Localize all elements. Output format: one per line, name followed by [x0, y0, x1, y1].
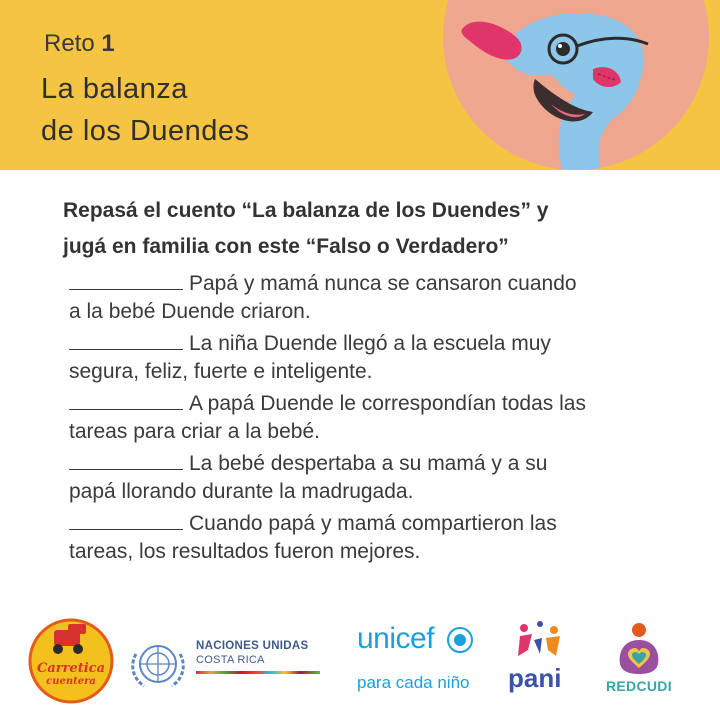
unicef-name: unicef — [357, 622, 435, 655]
statement-5-line-1: Cuando papá y mamá compartieron las — [189, 512, 557, 535]
answer-blank-4[interactable] — [69, 450, 183, 470]
sdg-color-bar — [196, 671, 320, 674]
answer-blank-2[interactable] — [69, 330, 183, 350]
answer-blank-5[interactable] — [69, 510, 183, 530]
redcudi-heart-icon — [614, 620, 664, 676]
unicef-tagline: para cada niño — [357, 673, 470, 692]
instructions — [63, 193, 683, 265]
mascot-illustration — [443, 0, 709, 170]
statement-1 — [69, 270, 689, 326]
answer-blank-3[interactable] — [69, 390, 183, 410]
unicef-emblem — [446, 626, 474, 654]
statement-1-line-2: a la bebé Duende criaron. — [69, 300, 311, 323]
carretica-line-1: Carretica — [36, 661, 106, 676]
statement-2-line-1: La niña Duende llegó a la escuela muy — [189, 332, 551, 355]
statement-3-line-2: tareas para criar a la bebé. — [69, 420, 320, 443]
un-emblem — [126, 634, 190, 694]
statement-4 — [69, 450, 689, 506]
un-country: COSTA RICA — [196, 654, 265, 666]
title-line-2: de los Duendes — [41, 115, 250, 147]
un-globe-icon — [126, 634, 190, 694]
carretica-logo-icon — [28, 618, 114, 704]
answer-blank-1[interactable] — [69, 270, 183, 290]
statement-5 — [69, 510, 689, 566]
statement-4-line-1: La bebé despertaba a su mamá y a su — [189, 452, 548, 475]
carretica-cuentera-logo — [28, 618, 114, 704]
pani-figures-icon — [512, 620, 568, 664]
statement-3 — [69, 390, 689, 446]
challenge-number: 1 — [101, 30, 115, 57]
true-false-list — [69, 270, 689, 570]
statement-2-line-2: segura, feliz, fuerte e inteligente. — [69, 360, 373, 383]
statement-5-line-2: tareas, los resultados fueron mejores. — [69, 540, 421, 563]
redcudi-name: REDCUDI — [606, 678, 672, 694]
header-band — [0, 0, 720, 170]
pani-name: pani — [508, 663, 562, 693]
statement-1-line-1: Papá y mamá nunca se cansaron cuando — [189, 272, 577, 295]
elf-mascot-icon — [443, 0, 709, 170]
page-title — [41, 68, 250, 152]
redcudi-emblem — [614, 620, 664, 676]
challenge-label — [44, 30, 115, 58]
un-name: NACIONES UNIDAS — [196, 640, 309, 652]
title-line-1: La balanza — [41, 73, 188, 105]
instructions-line-2: jugá en familia con este “Falso o Verdadero” — [63, 235, 509, 258]
statement-4-line-2: papá llorando durante la madrugada. — [69, 480, 414, 503]
pani-emblem — [512, 620, 568, 664]
statement-2 — [69, 330, 689, 386]
instructions-line-1: Repasá el cuento “La balanza de los Duendes” y — [63, 199, 549, 222]
unicef-globe-icon — [446, 626, 474, 654]
carretica-line-2: cuentera — [46, 676, 96, 687]
statement-3-line-1: A papá Duende le correspondían todas las — [189, 392, 586, 415]
challenge-word: Reto — [44, 30, 95, 57]
